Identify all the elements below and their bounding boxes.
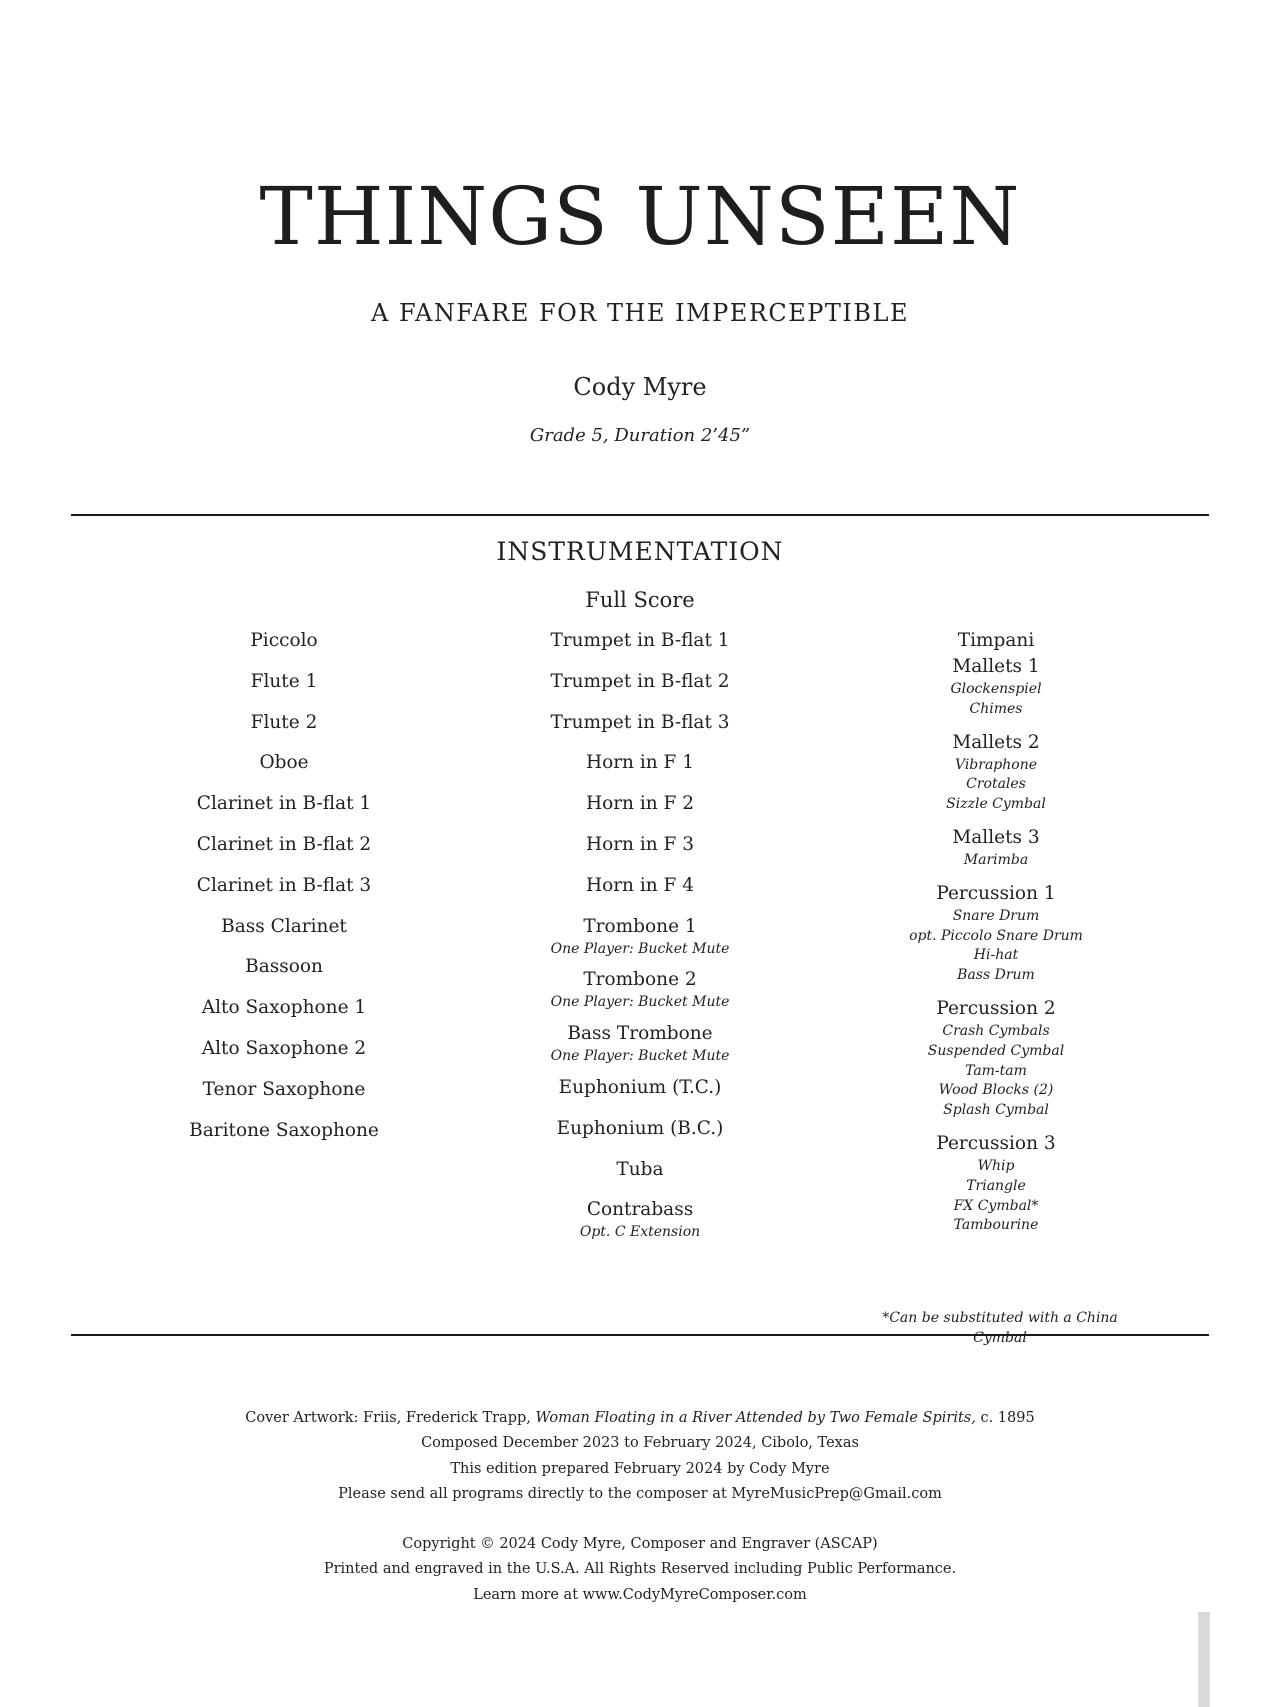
instrument-name: Trombone 1 <box>583 915 697 937</box>
instrument-name: Trombone 2 <box>583 969 697 991</box>
instrument-note: Glockenspiel <box>950 681 1042 697</box>
artwork-title: Woman Floating in a River Attended by Two Female Spirits, <box>535 1410 976 1426</box>
instrument-entry <box>490 1157 790 1183</box>
instrument-entry <box>490 710 790 736</box>
instrument-name: Baritone Saxophone <box>189 1119 379 1141</box>
instrument-name: Flute 1 <box>250 670 318 692</box>
instrument-entry <box>490 669 790 695</box>
instrument-entry <box>490 914 790 960</box>
composed-info: Composed December 2023 to February 2024, Cibolo, Texas <box>421 1435 859 1452</box>
subtitle: A FANFARE FOR THE IMPERCEPTIBLE <box>371 299 909 327</box>
instrument-entry <box>846 881 1146 986</box>
instrument-name: Trumpet in B-flat 1 <box>550 630 730 651</box>
instrument-note: Suspended Cymbal <box>927 1042 1065 1059</box>
instrument-name: Clarinet in B-flat 2 <box>196 833 372 855</box>
instrument-entry <box>846 996 1146 1121</box>
instrument-name: Bass Trombone <box>567 1023 713 1045</box>
instrument-name: Trumpet in B-flat 3 <box>550 711 730 733</box>
bottom-divider <box>71 1334 1209 1336</box>
instrument-name: Trumpet in B-flat 2 <box>550 670 730 692</box>
top-divider <box>71 514 1209 516</box>
instrument-name: Horn in F 3 <box>585 833 695 855</box>
instrument-name: Bass Clarinet <box>221 915 347 937</box>
instrument-entry <box>846 825 1146 871</box>
instrument-name: Piccolo <box>250 630 318 651</box>
instrument-entry <box>490 832 790 858</box>
footnote: *Can be substituted with a China Cymbal <box>882 1310 1118 1346</box>
instrument-note: Snare Drum <box>952 907 1040 924</box>
edition-info: This edition prepared February 2024 by Cody Myre <box>450 1460 830 1477</box>
instrument-entry <box>846 628 1146 654</box>
instrument-note: Bass Drum <box>957 967 1035 984</box>
instrument-name: Mallets 1 <box>952 656 1040 677</box>
instrument-note: Crotales <box>966 776 1026 793</box>
instrument-note: Wood Blocks (2) <box>938 1082 1054 1099</box>
instrument-name: Clarinet in B-flat 1 <box>196 793 372 815</box>
credits-block <box>0 1406 1280 1608</box>
instrument-note: FX Cymbal* <box>953 1197 1039 1214</box>
instrument-name: Mallets 2 <box>952 731 1040 753</box>
instrument-note: Opt. C Extension <box>579 1224 701 1241</box>
instrument-name: Horn in F 4 <box>585 874 695 896</box>
instrument-note: One Player: Bucket Mute <box>550 994 730 1011</box>
artwork-prefix: Cover Artwork: Friis, Frederick Trapp, <box>245 1410 536 1426</box>
instrument-note: Crash Cymbals <box>942 1022 1050 1039</box>
instrument-note: One Player: Bucket Mute <box>550 1048 730 1065</box>
cover-artwork-credit <box>0 1406 1280 1431</box>
learn-more-link: Learn more at www.CodyMyreComposer.com <box>473 1586 807 1603</box>
instrument-name: Mallets 3 <box>952 826 1040 848</box>
printed-notice: Printed and engraved in the U.S.A. All Rights Reserved including Public Performance. <box>323 1561 957 1578</box>
instrument-entry <box>490 1075 790 1101</box>
instrument-entry <box>846 730 1146 815</box>
instrument-entry <box>490 967 790 1013</box>
grade-duration: Grade 5, Duration 2’45” <box>529 425 751 446</box>
instrument-note: Tam-tam <box>965 1062 1027 1079</box>
instrument-name: Horn in F 2 <box>585 793 695 815</box>
instrument-note: opt. Piccolo Snare Drum <box>909 927 1083 944</box>
instrument-entry <box>846 1131 1146 1236</box>
copyright-notice: Copyright © 2024 Cody Myre, Composer and Engraver (ASCAP) <box>402 1536 878 1553</box>
scrollbar[interactable] <box>1198 1612 1210 1707</box>
instrument-name: Oboe <box>259 752 309 774</box>
instrument-entry <box>490 1197 790 1243</box>
instrument-name: Timpani <box>957 630 1035 651</box>
instrument-name: Percussion 2 <box>936 997 1056 1019</box>
instrument-name: Horn in F 1 <box>585 752 695 774</box>
instrument-name: Bassoon <box>245 956 323 978</box>
instrument-note: Hi-hat <box>973 947 1019 964</box>
brass-column <box>490 628 790 1251</box>
programs-info: Please send all programs directly to the composer at MyreMusicPrep@Gmail.com <box>338 1485 942 1502</box>
instrument-name: Percussion 1 <box>936 882 1056 904</box>
instrument-note: Vibraphone <box>954 756 1038 773</box>
instrument-note: Tambourine <box>953 1217 1039 1234</box>
instrument-name: Euphonium (T.C.) <box>558 1076 722 1098</box>
instrument-note: One Player: Bucket Mute <box>550 940 730 957</box>
instrument-name: Tenor Saxophone <box>202 1078 366 1100</box>
composer-name: Cody Myre <box>573 373 707 401</box>
instrument-entry <box>490 628 790 654</box>
instrument-name: Euphonium (B.C.) <box>556 1117 724 1139</box>
page-title: THINGS UNSEEN <box>259 170 1021 263</box>
instrument-name: Flute 2 <box>250 711 318 733</box>
instrument-note: Marimba <box>963 851 1029 868</box>
instrument-name: Tuba <box>616 1158 664 1180</box>
instrument-name: Alto Saxophone 2 <box>201 1037 367 1059</box>
instrument-note: Chimes <box>969 700 1023 717</box>
instrument-name: Percussion 3 <box>936 1132 1056 1154</box>
instrument-name: Alto Saxophone 1 <box>201 997 367 1019</box>
artwork-suffix: c. 1895 <box>975 1410 1035 1426</box>
instrumentation-heading: INSTRUMENTATION <box>496 537 784 566</box>
percussion-column <box>846 628 1146 1246</box>
instrument-note: Triangle <box>966 1177 1026 1194</box>
instrument-entry <box>490 1116 790 1142</box>
instrument-entry <box>846 654 1146 720</box>
instrument-entry <box>490 873 790 899</box>
woodwinds-column <box>134 628 434 1158</box>
instrument-entry <box>490 1021 790 1067</box>
instrument-note: Whip <box>977 1157 1015 1174</box>
instrument-entry <box>490 791 790 817</box>
full-score-label: Full Score <box>585 588 695 612</box>
instrument-name: Clarinet in B-flat 3 <box>196 874 372 896</box>
instrument-note: Sizzle Cymbal <box>946 796 1046 813</box>
instrument-entry <box>490 750 790 776</box>
instrument-name: Contrabass <box>586 1199 694 1221</box>
instrument-note: Splash Cymbal <box>943 1102 1049 1119</box>
